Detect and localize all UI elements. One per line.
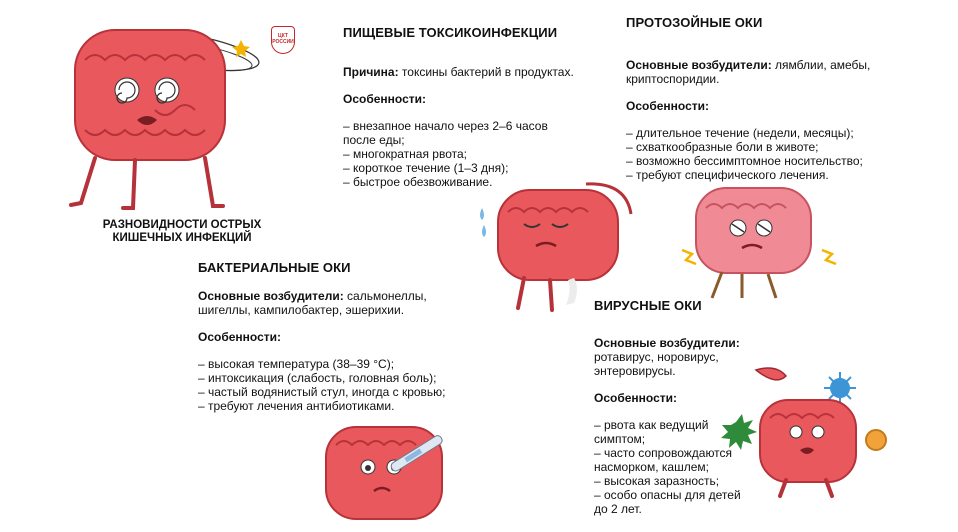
- list-item: – особо опасны для детей до 2 лет.: [594, 488, 741, 516]
- viral-section: [594, 299, 754, 516]
- list-item: – короткое течение (1–3 дня);: [343, 161, 509, 175]
- section-heading: ПИЩЕВЫЕ ТОКСИКОИНФЕКЦИИ: [343, 25, 558, 40]
- list-item: – высокая температура (38–39 °С);: [198, 357, 395, 371]
- agents-line: Основные возбудители: сальмонеллы, шигеллы, кампилобактер, эшерихии.: [198, 289, 427, 317]
- section-heading: ВИРУСНЫЕ ОКИ: [594, 298, 702, 313]
- list-item: – частый водянистый стул, иногда с кровью;: [198, 385, 446, 399]
- logo-badge: ЦКТ РОССИИ: [271, 26, 295, 54]
- list-item: – высокая заразность;: [594, 474, 720, 488]
- list-item: – часто сопровождаются насморком, кашлем;: [594, 446, 733, 474]
- features-label: Особенности:: [343, 92, 427, 106]
- list-item: – требуют специфического лечения.: [626, 168, 829, 182]
- dizzy-intestine-illustration: [55, 10, 275, 215]
- list-item: – длительное течение (недели, месяцы);: [626, 126, 854, 140]
- features-list: [594, 418, 744, 516]
- agents-line: Основные возбудители: лямблии, амебы, криптоспоридии.: [626, 58, 871, 86]
- protozoal-intestine-illustration: [672, 180, 842, 305]
- list-item: – интоксикация (слабость, головная боль);: [198, 371, 437, 385]
- agents-label: Основные возбудители:: [594, 336, 740, 350]
- food-toxicoinfection-intestine-illustration: [474, 180, 639, 315]
- orange-virus-icon: [866, 430, 886, 450]
- section-heading: БАКТЕРИАЛЬНЫЕ ОКИ: [198, 260, 351, 275]
- bacterial-intestine-illustration: [318, 415, 458, 532]
- bacterial-section: [198, 261, 458, 413]
- list-item: – внезапное начало через 2–6 часов после еды;: [343, 119, 548, 147]
- features-list: [626, 126, 896, 182]
- list-item: – требуют лечения антибиотиками.: [198, 399, 395, 413]
- list-item: – схваткообразные боли в животе;: [626, 140, 819, 154]
- list-item: – быстрое обезвоживание.: [343, 175, 493, 189]
- list-item: – возможно бессимптомное носительство;: [626, 154, 863, 168]
- features-label: Особенности:: [626, 99, 710, 113]
- food-toxicoinfection-section: [343, 26, 583, 189]
- features-list: [198, 357, 458, 413]
- list-item: – рвота как ведущий симптом;: [594, 418, 709, 446]
- features-label: Особенности:: [198, 330, 282, 344]
- features-label: Особенности:: [594, 391, 678, 405]
- protozoal-section: [626, 16, 896, 182]
- main-title: РАЗНОВИДНОСТИ ОСТРЫХ КИШЕЧНЫХ ИНФЕКЦИЙ: [102, 219, 262, 244]
- agents-text: ротавирус, норовирус, энтеровирусы.: [594, 350, 719, 378]
- cause-line: Причина: токсины бактерий в продуктах.: [343, 65, 574, 79]
- list-item: – многократная рвота;: [343, 147, 468, 161]
- features-list: [343, 119, 583, 189]
- section-heading: ПРОТОЗОЙНЫЕ ОКИ: [626, 15, 763, 30]
